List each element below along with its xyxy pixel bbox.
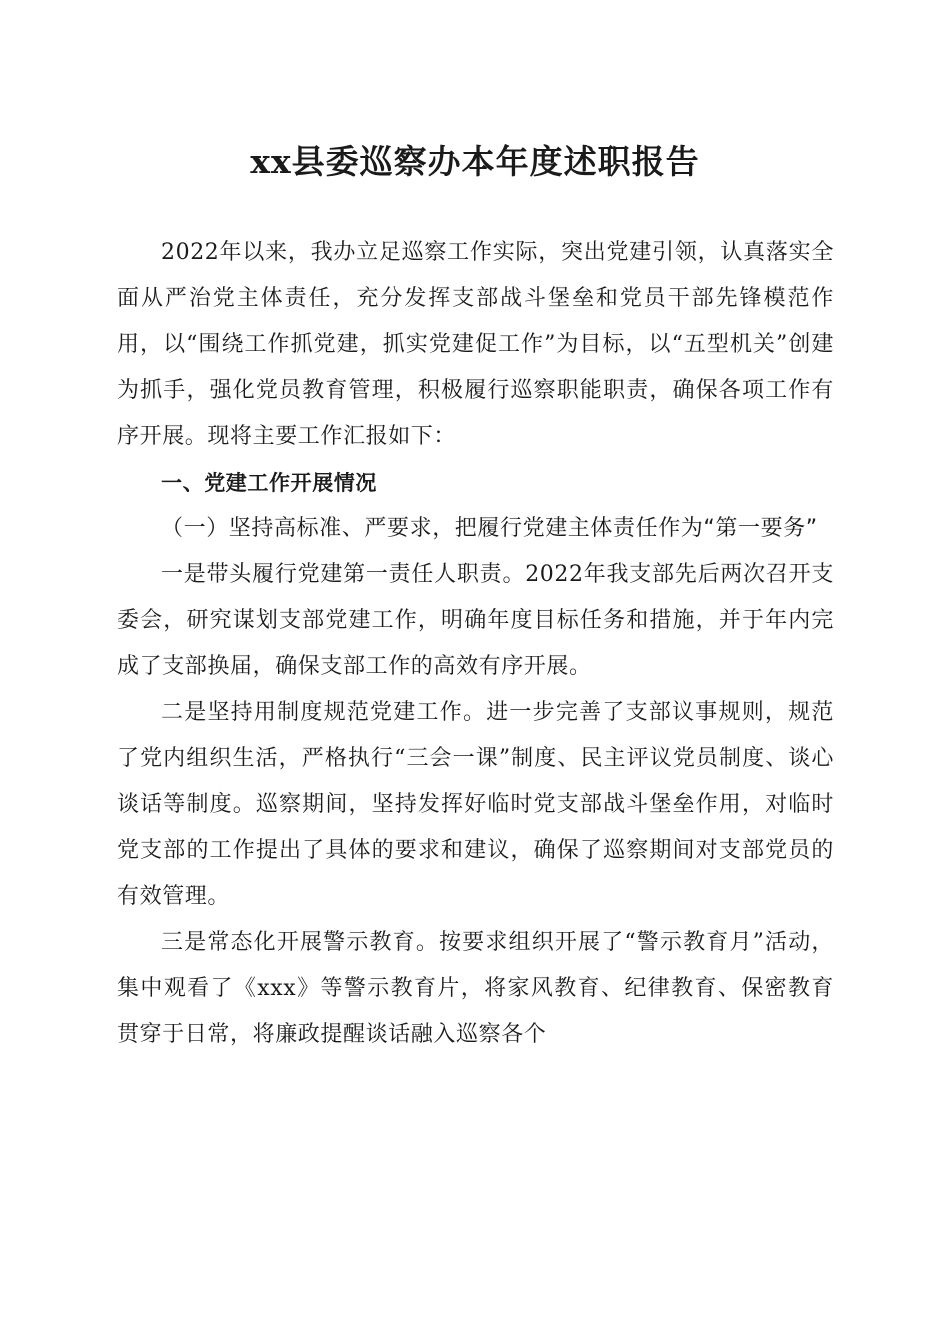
item-text: 2022年我支部先后两次召开支委会，研究谋划支部党建工作，明确年度目标任务和措施，并于年内完成了支部换届，确保支部工作的高效有序开展。 [117,562,834,679]
item-paragraph-1 [117,552,834,690]
item-lead: 三是常态化开展警示教育。 [161,930,440,955]
section-heading: 一、党建工作开展情况 [161,471,377,495]
subsection-heading: （一）坚持高标准、严要求，把履行党建主体责任作为“第一要务” [161,516,818,541]
item-lead: 二是坚持用制度规范党建工作。 [161,700,487,725]
document-body [117,230,834,1058]
item-paragraph-3 [117,920,834,1058]
document-title: xx县委巡察办本年度述职报告 [250,142,700,181]
item-paragraph-2 [117,690,834,920]
item-lead: 一是带头履行党建第一责任人职责。 [161,562,526,587]
item-text: 进一步完善了支部议事规则，规范了党内组织生活，严格执行“三会一课”制度、民主评议党员制度、谈心谈话等制度。巡察期间，坚持发挥好临时党支部战斗堡垒作用，对临时党支部的工作提出了具体的要求和建议，确保了巡察期间对支部党员的有效管理。 [117,700,834,909]
item-text: 按要求组织开展了“警示教育月”活动，集中观看了《xxx》等警示教育片，将家风教育、纪律教育、保密教育贯穿于日常，将廉政提醒谈话融入巡察各个 [117,930,834,1047]
intro-paragraph: 2022年以来，我办立足巡察工作实际，突出党建引领，认真落实全面从严治党主体责任，充分发挥支部战斗堡垒和党员干部先锋模范作用，以“围绕工作抓党建，抓实党建促工作”为目标，以“五型机关”创建为抓手，强化党员教育管理，积极履行巡察职能职责，确保各项工作有序开展。现将主要工作汇报如下： [117,240,834,449]
